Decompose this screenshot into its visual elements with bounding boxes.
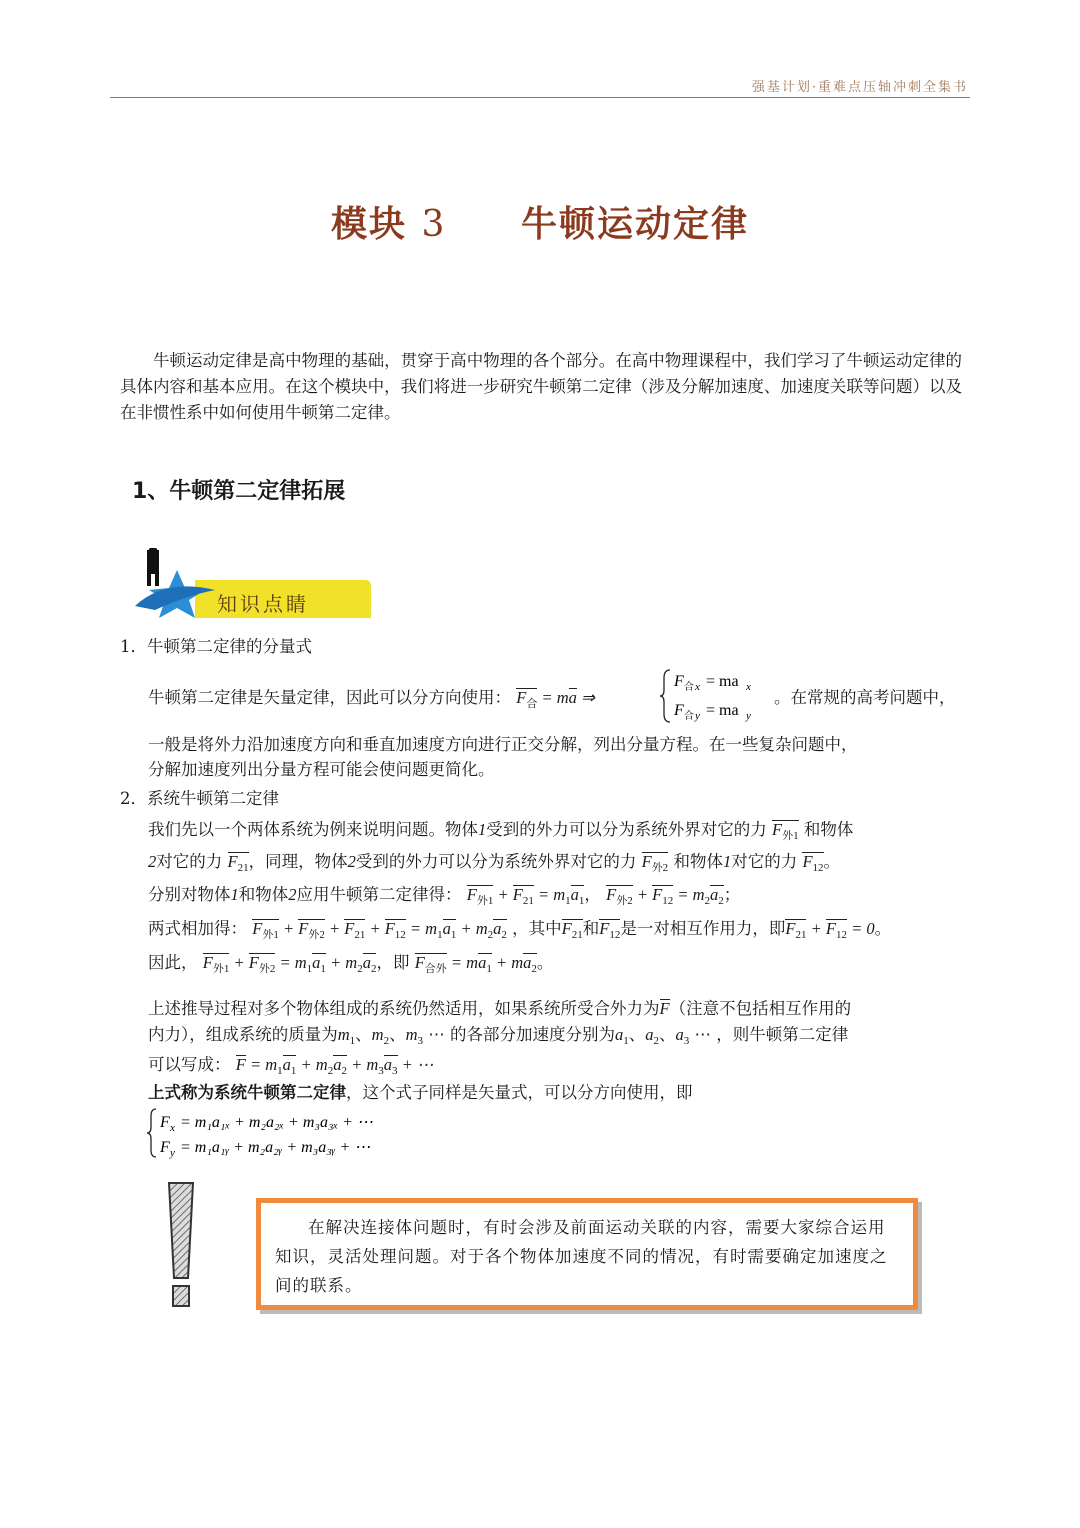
- system-component-equations: [146, 1106, 406, 1164]
- system-brace: [146, 1106, 406, 1160]
- title-name: 牛顿运动定律: [521, 204, 750, 245]
- svg-text:x: x: [746, 681, 751, 693]
- item1-line2: 一般是将外力沿加速度方向和垂直加速度方向进行正交分解，列出分量方程。在一些复杂问题中，: [148, 735, 858, 754]
- svg-text:= m₁a₁ₓ + m₂a₂ₓ + m₃a₃ₓ + ⋯: = m₁a₁ₓ + m₂a₂ₓ + m₃a₃ₓ + ⋯: [180, 1114, 373, 1131]
- item2-line3: 分别对物体1和物体2应用牛顿第二定律得： $F_{外1} + F_{21} = m_1a_1$， $F_{外2} + F_{12} = m_2a_2$；: [148, 885, 741, 907]
- component-equations: [660, 666, 770, 730]
- intro-paragraph: 牛顿运动定律是高中物理的基础，贯穿于高中物理的各个部分。在高中物理课程中，我们学习了牛顿运动定律的具体内容和基本应用。在这个模块中，我们将进一步研究牛顿第二定律（涉及分解加速度、加速度关联等问题）以及在非惯性系中如何使用牛顿第二定律。: [120, 351, 962, 422]
- svg-text:F: F: [674, 702, 684, 719]
- note-box: [256, 1198, 918, 1310]
- item2-line1: 我们先以一个两体系统为例来说明问题。物体1受到的外力可以分为系统外界对它的力 $F_{外1}$ 和物体: [148, 820, 854, 842]
- item2-para3: 上式称为系统牛顿第二定律，这个式子同样是矢量式，可以分方向使用，即: [148, 1083, 693, 1102]
- note-text: 在解决连接体问题时，有时会涉及前面运动关联的内容，需要大家综合运用知识，灵活处理问题。对于各个物体加速度不同的情况，有时需要确定加速度之间的联系。: [275, 1218, 888, 1295]
- item2-para2-line1: 上述推导过程对多个物体组成的系统仍然适用，如果系统所受合外力为F（注意不包括相互作用的: [148, 999, 852, 1018]
- banner-label: 知识点睛: [217, 592, 309, 616]
- svg-text:x: x: [170, 1122, 175, 1134]
- running-header: 强基计划·重难点压轴冲刺全集书: [751, 80, 968, 95]
- vector-equation: $F_合$ = ma ⇒: [516, 688, 595, 710]
- svg-text:y: y: [695, 710, 700, 722]
- svg-text:合: 合: [684, 682, 694, 693]
- title-number: 3: [421, 204, 447, 245]
- header-rule: [110, 97, 970, 98]
- svg-text:F: F: [674, 673, 684, 690]
- knowledge-banner: [125, 548, 375, 624]
- item1-heading: 1．牛顿第二定律的分量式: [120, 637, 312, 656]
- item1-line1-text: 牛顿第二定律是矢量定律，因此可以分方向使用：: [148, 688, 511, 707]
- svg-text:= ma: = ma: [706, 702, 739, 719]
- svg-text:= m₁a₁ᵧ + m₂a₂ᵧ + m₃a₃ᵧ + ⋯: = m₁a₁ᵧ + m₂a₂ᵧ + m₃a₃ᵧ + ⋯: [180, 1139, 371, 1156]
- item1-line1: [148, 685, 595, 712]
- item2-heading: 2．系统牛顿第二定律: [120, 789, 279, 808]
- svg-text:y: y: [170, 1147, 175, 1159]
- item2-line2: 2对它的力 $F_{21}$，同理，物体2受到的外力可以分为系统外界对它的力 $F_{外2}$ 和物体1对它的力 $F_{12}$。: [148, 852, 841, 874]
- bold-term: 上式称为系统牛顿第二定律: [148, 1083, 346, 1102]
- item2-para2-line3: 可以写成： $F = m_1a_1 + m_2a_2 + m_3a_3$ + ⋯: [148, 1055, 434, 1077]
- svg-text:F: F: [160, 1139, 170, 1156]
- brace-system: [660, 666, 770, 726]
- svg-text:y: y: [746, 710, 751, 722]
- item2-line5: 因此， $F_{外1} + F_{外2} = m_1a_1 + m_2a_2$，即 $F_{合外} = ma_1 + ma_2$。: [148, 953, 554, 975]
- item1-line3: 分解加速度列出分量方程可能会使问题更简化。: [148, 760, 495, 779]
- svg-text:合: 合: [684, 711, 694, 722]
- item1-line1-post: 。在常规的高考问题中，: [774, 688, 956, 707]
- page-title: [0, 196, 1080, 247]
- item2-para2-line2: 内力），组成系统的质量为$m_1$、$m_2$、$m_3$ ⋯ 的各部分加速度分别为$a_1$、$a_2$、$a_3$ ⋯ ，则牛顿第二定律: [148, 1025, 849, 1047]
- item2-line4: 两式相加得： $F_{外1} + F_{外2} + F_{21} + F_{12} = m_1a_1 + m_2a_2$ ，其中$F_{21}$和$F_{12}$是一对相互作用力，即$F_{21} + F_{12} = 0$。: [148, 919, 892, 941]
- exclamation-icon: [166, 1180, 196, 1314]
- title-module: 模块: [330, 204, 407, 245]
- section-heading: 1、牛顿第二定律拓展: [132, 479, 346, 504]
- svg-text:F: F: [160, 1114, 170, 1131]
- svg-text:= ma: = ma: [706, 673, 739, 690]
- svg-text:x: x: [695, 681, 700, 693]
